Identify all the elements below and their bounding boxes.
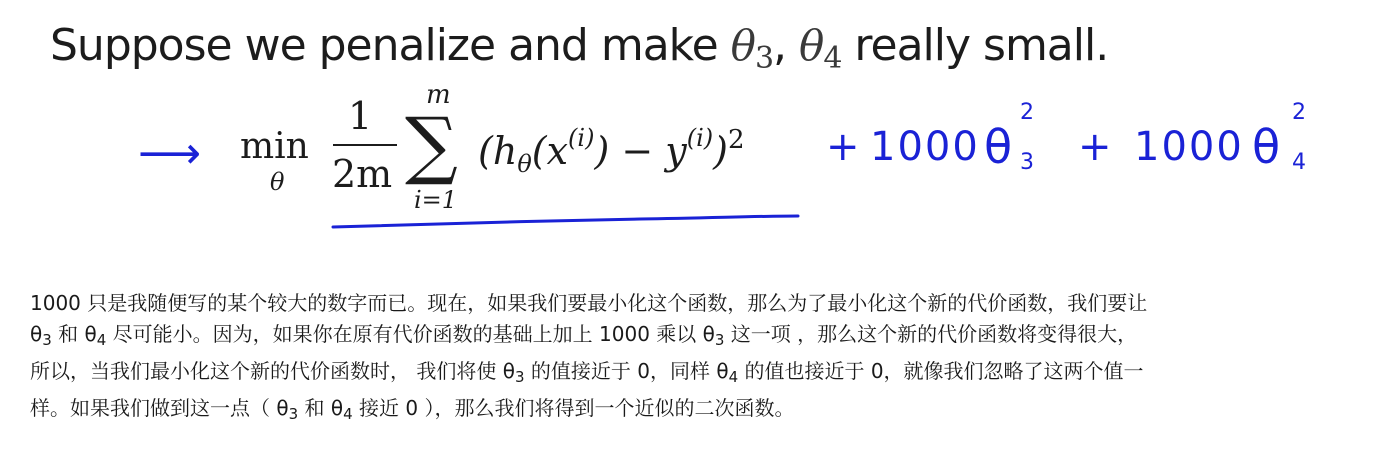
handwritten-coefficient-1: 1000 [870, 124, 980, 170]
body-h-subscript: θ [517, 150, 532, 178]
caption-paragraph [30, 288, 1375, 430]
body-x: (x [531, 129, 569, 173]
fraction-denominator: 2m [332, 152, 393, 196]
handwritten-theta-1: θ [984, 120, 1013, 174]
caption-text: 这一项 ，那么这个新的代价函数将变得很大， [724, 322, 1138, 346]
handwritten-plus-2: + [1078, 124, 1112, 170]
inline-subscript: 4 [96, 331, 107, 349]
caption-text: 样。如果我们做到这一点（ [30, 396, 277, 420]
handwritten-arrow-icon: ⟶ [138, 128, 202, 179]
handwritten-coefficient-2: 1000 [1134, 124, 1244, 170]
caption-text: 接近 0 ），那么我们将得到一个近似的二次函数。 [352, 396, 795, 420]
body-square: 2 [727, 125, 745, 155]
caption-text: 尽可能小。因为，如果你在原有代价函数的基础上加上 1000 乘以 [106, 322, 703, 346]
headline-prefix: Suppose we penalize and make [50, 20, 731, 71]
caption-line-3 [30, 356, 1375, 393]
inline-theta: θ [30, 322, 43, 346]
caption-line-4 [30, 393, 1375, 430]
fraction-numerator: 1 [348, 94, 373, 138]
caption-text: 的值也接近于 0，就像我们忽略了这两个值一 [738, 359, 1144, 383]
inline-theta: θ [84, 322, 97, 346]
body-x-superscript: (i) [568, 124, 595, 152]
min-variable: θ [270, 168, 285, 196]
inline-subscript: 3 [714, 331, 725, 349]
headline-suffix: really small. [841, 20, 1109, 71]
handwritten-subscript-1: 3 [1020, 150, 1034, 175]
caption-line-1: 1000 只是我随便写的某个较大的数字而已。现在，如果我们要最小化这个函数，那么为了最小化这个新的代价函数，我们要让 [30, 291, 1148, 315]
inline-theta: θ [330, 396, 344, 420]
handwritten-plus-1: + [826, 124, 860, 170]
headline-comma: , [773, 20, 800, 71]
body-y-superscript: (i) [686, 124, 714, 152]
inline-subscript: 4 [343, 405, 353, 423]
body-h: (h [478, 129, 518, 173]
sum-lower-limit: i=1 [414, 186, 458, 214]
inline-theta: θ [702, 322, 715, 346]
caption-line-2 [30, 319, 1375, 356]
inline-subscript: 3 [42, 331, 52, 349]
body-minus-y: ) − y [594, 129, 687, 173]
caption-text: 和 [298, 396, 331, 420]
handwritten-subscript-2: 4 [1292, 150, 1306, 175]
caption-text: 的值接近于 0，同样 [524, 359, 717, 383]
inline-theta: θ [716, 359, 729, 383]
theta-symbol: θ [730, 21, 755, 70]
theta-symbol: θ [799, 21, 824, 70]
handwritten-theta-2: θ [1252, 120, 1281, 174]
caption-text: 和 [51, 322, 85, 346]
sum-upper-limit: m [426, 80, 451, 110]
theta-subscript-4: 4 [823, 41, 842, 76]
sum-symbol: ∑ [405, 102, 458, 188]
inline-subscript: 3 [288, 405, 299, 423]
min-operator: min [240, 126, 309, 167]
handwritten-superscript-1: 2 [1020, 100, 1034, 125]
inline-subscript: 3 [514, 368, 525, 386]
inline-theta: θ [502, 359, 515, 383]
caption-text: 所以，当我们最小化这个新的代价函数时， 我们将使 [30, 359, 503, 383]
body-close: ) [713, 129, 728, 173]
theta-subscript-3: 3 [754, 41, 774, 76]
inline-theta: θ [276, 396, 289, 420]
handwritten-superscript-2: 2 [1292, 100, 1306, 125]
inline-subscript: 4 [728, 368, 739, 386]
